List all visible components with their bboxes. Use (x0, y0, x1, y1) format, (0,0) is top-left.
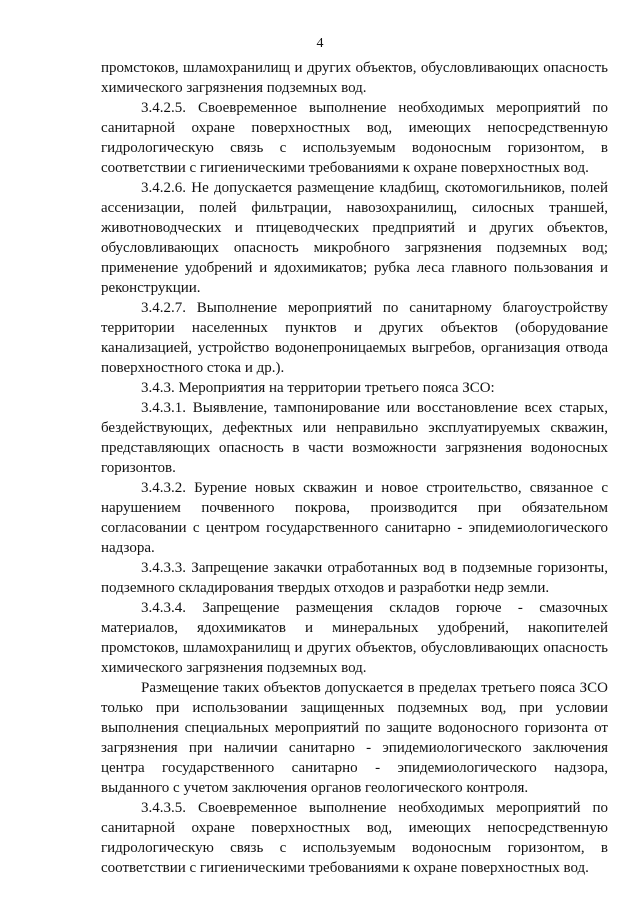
paragraph-3-4-3-3: 3.4.3.3. Запрещение закачки отработанных вод в подземные горизонты, подземного складирования твердых отходов и разработки недр земли. (101, 560, 608, 596)
paragraph-3-4-3-4: 3.4.3.4. Запрещение размещения складов горюче - смазочных материалов, ядохимикатов и минеральных удобрений, накопителей промстоков, шламохранилищ и других объектов, обусловливающих опасность химического загрязнения подземных вод. (101, 600, 608, 676)
paragraph-3-4-2-7: 3.4.2.7. Выполнение мероприятий по санитарному благоустройству территории населенных пунктов и других объектов (оборудование канализацией, устройство водонепроницаемых выгребов, организация отвода поверхностного стока и др.). (101, 300, 608, 376)
paragraph-placement-conditions: Размещение таких объектов допускается в пределах третьего пояса ЗСО только при использовании защищенных подземных вод, при условии выполнения специальных мероприятий по защите водоносного горизонта от загрязнения при наличии санитарно - эпидемиологического заключения центра государственного санитарно - эпидемиологического надзора, выданного с учетом заключения органов геологического контроля. (101, 680, 608, 796)
document-body (101, 58, 608, 878)
paragraph-3-4-3-1: 3.4.3.1. Выявление, тампонирование или восстановление всех старых, бездействующих, дефектных или неправильно эксплуатируемых скважин, представляющих опасность в части возможности загрязнения водоносных горизонтов. (101, 400, 608, 476)
paragraph-3-4-3: 3.4.3. Мероприятия на территории третьего пояса ЗСО: (141, 380, 495, 396)
paragraph-3-4-3-2: 3.4.3.2. Бурение новых скважин и новое строительство, связанное с нарушением почвенного покрова, производится при обязательном согласовании с центром государственного санитарно - эпидемиологического надзора. (101, 480, 608, 556)
paragraph-3-4-2-6: 3.4.2.6. Не допускается размещение кладбищ, скотомогильников, полей ассенизации, полей фильтрации, навозохранилищ, силосных траншей, животноводческих и птицеводческих предприятий и других объектов, обусловливающих опасность микробного загрязнения подземных вод; применение удобрений и ядохимикатов; рубка леса главного пользования и реконструкции. (101, 180, 608, 296)
page-number: 4 (316, 36, 324, 51)
paragraph-3-4-2-5: 3.4.2.5. Своевременное выполнение необходимых мероприятий по санитарной охране поверхностных вод, имеющих непосредственную гидрологическую связь с используемым водоносным горизонтом, в соответствии с гигиеническими требованиями к охране поверхностных вод. (101, 100, 608, 176)
paragraph-continuation: промстоков, шламохранилищ и других объектов, обусловливающих опасность химического загрязнения подземных вод. (101, 60, 608, 96)
paragraph-3-4-3-5: 3.4.3.5. Своевременное выполнение необходимых мероприятий по санитарной охране поверхностных вод, имеющих непосредственную гидрологическую связь с используемым водоносным горизонтом, в соответствии с гигиеническими требованиями к охране поверхностных вод. (101, 800, 608, 876)
